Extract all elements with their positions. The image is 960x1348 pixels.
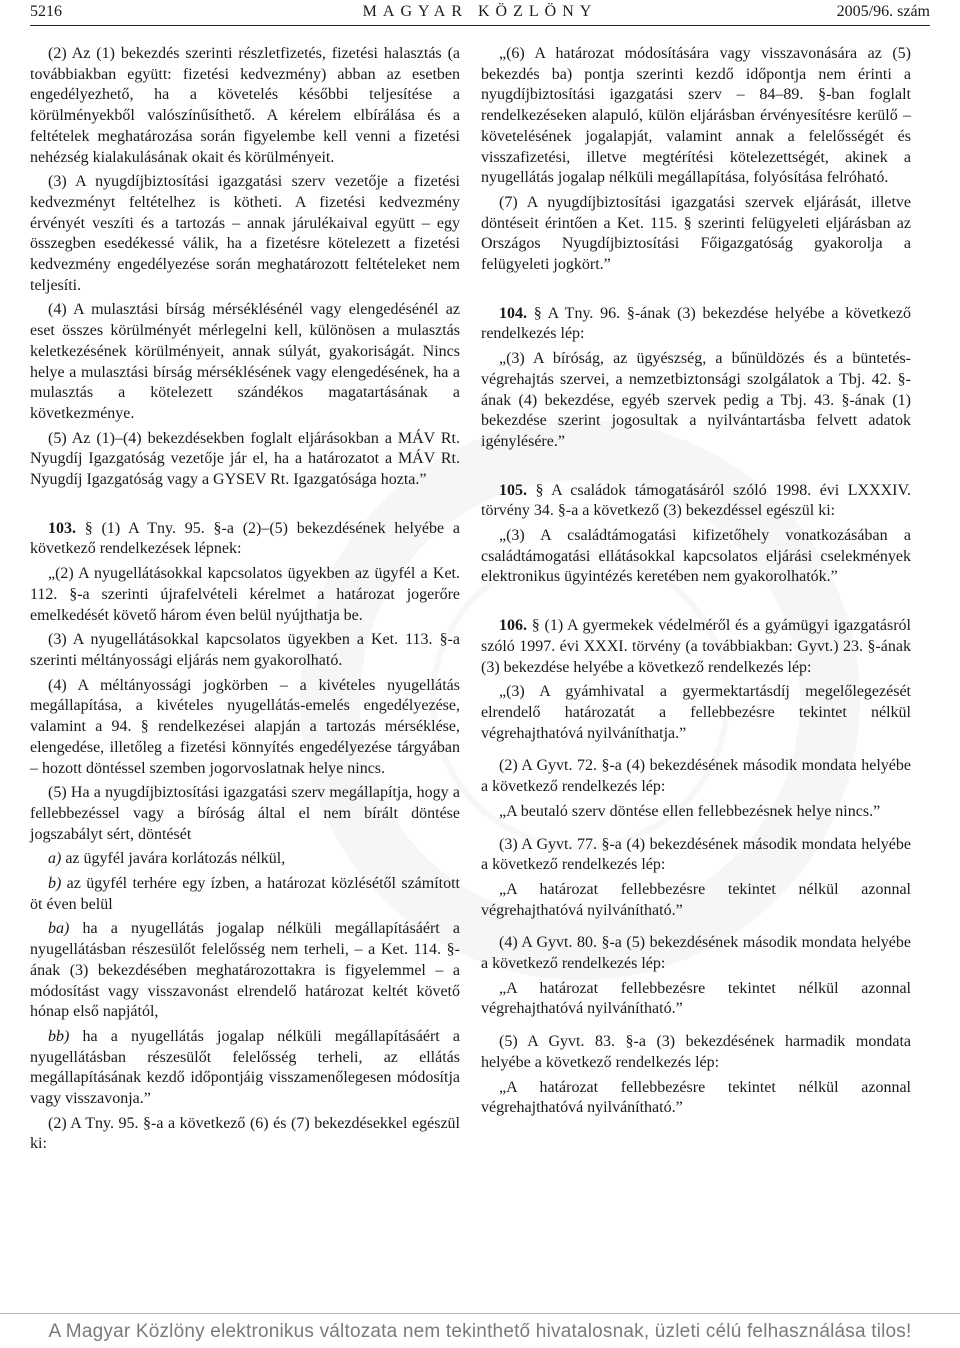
article-paragraph: [30, 519, 460, 560]
article-text: § A Tny. 96. §-ának (3) bekezdése helyébe a következő rendelkezés lép:: [481, 304, 911, 343]
paragraph: „(3) A bíróság, az ügyészség, a bűnüldözés és a büntetés-végrehajtás szervei, a nemzetbiztonsági szolgálatok a Tbj. 42. §-ának (4) bekezdése, egyéb szervek pedig a Tbj. 43. §-ának (1) bekezdése szerint jogosultak a nyilvántartásba felvett adatok igénylésére.”: [481, 350, 911, 450]
list-item-text: ha a nyugellátás jogalap nélküli megállapításáért a nyugellátásban részesülőt felelősség nem terheli, – a Ket. 114. §-ának (3) bekezdésében meghatározottakra is figyelemmel – a módosítást vagy visszavonást elrendelő határozat keltét követő hónap első napjától,: [30, 920, 460, 1021]
paragraph: (4) A mulasztási bírság mérséklésénél vagy elengedésénél az eset összes körülményét mérlegelni kell, különösen a mulasztás keletkezésének körülményeit, annak súlyát, gyakoriságát. Nincs helye a mulasztási bírság mérséklésének vagy elengedésének, ha a mulasztás a kötelezett szándékos magatartásának a következménye.: [30, 301, 460, 422]
paragraph: „A határozat fellebbezésre tekintet nélkül azonnal végrehajthatóvá nyilvánítható.”: [481, 880, 911, 919]
paragraph: (3) A nyugdíjbiztosítási igazgatási szerv vezetője a fizetési kedvezményt feltételhez is kötheti. A fizetési kedvezmény érvényét veszíti és a tartozás – annak járulékaival együtt – egy összegben esedékessé válik, ha a fizetésre kötelezett a fizetési kedvezmény engedélyezése során meghatározott feltételeket nem teljesíti.: [30, 173, 460, 294]
list-item-label: b): [48, 875, 62, 893]
paragraph: „A határozat fellebbezésre tekintet nélkül azonnal végrehajthatóvá nyilvánítható.”: [481, 979, 911, 1018]
right-column: [481, 44, 911, 1123]
article-text: § (1) A gyermekek védelméről és a gyámügyi igazgatásról szóló 1997. évi XXXI. törvény (a továbbiakban: Gyvt.) 23. §-ának (3) bekezdése helyébe a következő rendelkezés lép:: [481, 617, 911, 676]
list-item: [30, 1027, 460, 1110]
article-number: 105.: [499, 481, 527, 499]
paragraph: (4) A méltányossági jogkörben – a kivételes nyugellátás megállapítása, a kivételes nyugellátás-emelés engedélyezése, valamint a 94. § rendelkezései alapján a tartozás mérséklése, elengedése, illetőleg a fizetési könnyítés engedélyezése tárgyában – hozott döntéssel szemben jogorvoslatnak helye nincs.: [30, 676, 460, 777]
header-rule: [30, 25, 930, 26]
paragraph: „(6) A határozat módosítására vagy visszavonására az (5) bekezdés ba) pontja szerinti kezdő időpontja nem érinti a nyugdíjbiztosítási igazgatási szerv – 84–89. §-ban foglalt rendelkezéseken alapuló, külön eljárásban érvényesítésre kerülő – követelésének jogalapját, valamint annak a felelősségét és visszafizetési, illetve megtérítési kötelezettségét, akinek a nyugellátás jogalap nélküli megállapítása, folyósítása felróható.: [481, 45, 911, 187]
list-item-text: az ügyfél terhére egy ízben, a határozat közlésétől számított öt éven belül: [30, 875, 460, 913]
article-number: 103.: [48, 519, 76, 537]
paragraph: „A határozat fellebbezésre tekintet nélkül azonnal végrehajthatóvá nyilvánítható.”: [481, 1078, 911, 1117]
paragraph: „(3) A gyámhivatal a gyermektartásdíj megelőlegezését elrendelő határozatát a fellebbezésre tekintet nélkül végrehajthatóvá nyilváníthatja.”: [481, 683, 911, 742]
paragraph: „(2) A nyugellátásokkal kapcsolatos ügyekben az ügyfél a Ket. 112. §-a szerinti újrafelvételi kérelmet a határozat jogerőre emelkedését követő három éven belül nyújthatja be.: [30, 565, 460, 624]
paragraph: (7) A nyugdíjbiztosítási igazgatási szervek eljárását, illetve döntéseit érintően a Ket. 115. § szerinti felügyeleti eljárásban az Országos Nyugdíjbiztosítási Főigazgatóság gyakorolja a felügyeleti jogkört.”: [481, 193, 911, 274]
paragraph: (3) A Gyvt. 77. §-a (4) bekezdésének második mondata helyébe a következő rendelkezés lép:: [481, 835, 911, 874]
article-number: 106.: [499, 617, 527, 635]
list-item: [30, 874, 460, 915]
paragraph: (5) Ha a nyugdíjbiztosítási igazgatási szerv megállapítja, hogy a fellebbezéssel vagy a bíróság által el nem bírált döntése jogszabályt sért, döntését: [30, 784, 460, 843]
journal-title: MAGYAR KÖZLÖNY: [362, 3, 598, 20]
list-item: [30, 919, 460, 1023]
article-text: § (1) A Tny. 95. §-a (2)–(5) bekezdésének helyébe a következő rendelkezések lépnek:: [30, 519, 460, 558]
list-item-label: bb): [48, 1027, 70, 1045]
footer-notice: A Magyar Közlöny elektronikus változata nem tekinthető hivatalosnak, üzleti célú felhasználása tilos!: [48, 1321, 912, 1342]
paragraph: (2) A Tny. 95. §-a a következő (6) és (7) bekezdésekkel egészül ki:: [30, 1114, 460, 1153]
paragraph: (2) A Gyvt. 72. §-a (4) bekezdésének második mondata helyébe a következő rendelkezés lép:: [481, 757, 911, 796]
list-item-text: ha a nyugellátás jogalap nélküli megállapításáért a nyugellátásban részesülőt felelősség terheli, az ellátás megállapításának kezdő időpontjáig visszamenőlegesen módosítja vagy visszavonja.”: [30, 1027, 460, 1108]
footer-rule: [0, 1313, 960, 1314]
paragraph: (2) Az (1) bekezdés szerinti részletfizetés, fizetési halasztás (a továbbiakban együtt: fizetési kedvezmény) abban az esetben engedélyezhető, ha a követelés későbbi teljesítése a körülményekből valószínűsíthető. A kérelem elbírálása és a feltételek meghatározása során figyelembe kell venni a fizetési nehézség kialakulásának okait és körülményeit.: [30, 45, 460, 166]
page-number: 5216: [30, 3, 62, 20]
paragraph: (5) Az (1)–(4) bekezdésekben foglalt eljárásokban a MÁV Rt. Nyugdíj Igazgatóság vezetője jár el, ha a határozatot a MÁV Rt. Nyugdíj Igazgatóság vagy a GYSEV Rt. Igazgatósága hozta.”: [30, 429, 460, 489]
list-item-text: az ügyfél javára korlátozás nélkül,: [61, 850, 286, 868]
issue-number: 2005/96. szám: [836, 3, 930, 20]
left-column: [30, 44, 460, 1159]
article-text: § A családok támogatásáról szóló 1998. évi LXXXIV. törvény 34. §-a a következő (3) bekezdéssel egészül ki:: [481, 481, 911, 520]
paragraph: (3) A nyugellátásokkal kapcsolatos ügyekben a Ket. 113. §-a szerinti méltányossági eljárás nem gyakorolható.: [30, 631, 460, 669]
paragraph: „(3) A családtámogatási kifizetőhely vonatkozásában a családtámogatási ellátásokkal kapcsolatos eljárási cselekmények elektronikus ügyintézés keretében nem gyakorolhatók.”: [481, 527, 911, 586]
paragraph: (5) A Gyvt. 83. §-a (3) bekezdésének harmadik mondata helyébe a következő rendelkezés lép:: [481, 1033, 911, 1071]
article-paragraph: [481, 481, 911, 522]
list-item-label: a): [48, 850, 62, 868]
list-item-label: ba): [48, 920, 70, 938]
running-head: [30, 0, 930, 26]
article-number: 104.: [499, 304, 527, 322]
paragraph: (4) A Gyvt. 80. §-a (5) bekezdésének második mondata helyébe a következő rendelkezés lép:: [481, 934, 911, 973]
article-paragraph: [481, 616, 911, 678]
list-item: [30, 849, 460, 870]
paragraph: „A beutaló szerv döntése ellen fellebbezésnek helye nincs.”: [499, 802, 881, 820]
article-paragraph: [481, 304, 911, 345]
